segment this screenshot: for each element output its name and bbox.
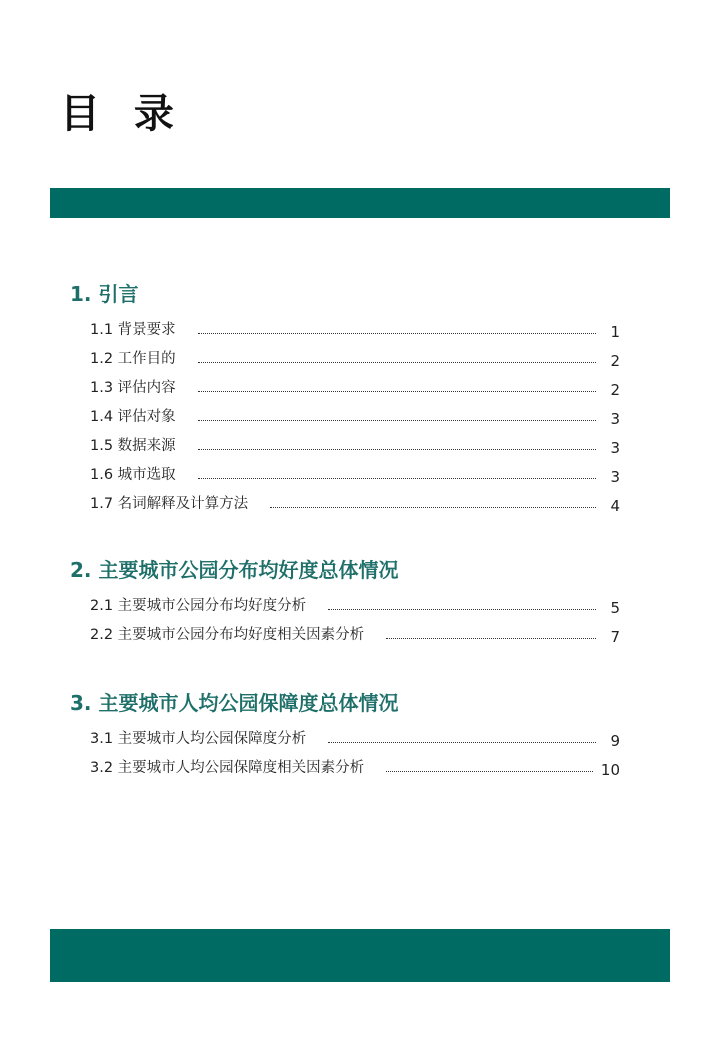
dot-leader (198, 362, 596, 363)
toc-entry-label: 1.7 名词解释及计算方法 (90, 496, 249, 512)
toc-entry[interactable] (70, 314, 620, 343)
toc-entry[interactable] (70, 590, 620, 619)
toc-entry-label: 2.2 主要城市公园分布均好度相关因素分析 (90, 627, 365, 643)
dot-leader (198, 333, 596, 334)
toc-entry-label: 2.1 主要城市公园分布均好度分析 (90, 598, 307, 614)
toc-page-number: 5 (610, 599, 620, 617)
toc-entry-label: 1.6 城市选取 (90, 467, 176, 483)
toc-entry-label: 1.5 数据来源 (90, 438, 176, 454)
toc-entry-label: 1.1 背景要求 (90, 322, 176, 338)
dot-leader (198, 449, 596, 450)
toc-entry[interactable] (70, 459, 620, 488)
toc-section-introduction (70, 280, 620, 517)
toc-section-park-distribution (70, 556, 620, 648)
toc-page-number: 2 (610, 381, 620, 399)
toc-section-heading[interactable]: 1. 引言 (70, 282, 139, 306)
toc-page-number: 3 (610, 410, 620, 428)
toc-page-number: 7 (610, 628, 620, 646)
toc-page-number: 10 (600, 761, 620, 779)
toc-section-heading[interactable]: 3. 主要城市人均公园保障度总体情况 (70, 691, 399, 715)
toc-page-number: 1 (610, 323, 620, 341)
toc-entry[interactable] (70, 343, 620, 372)
toc-entry-label: 3.1 主要城市人均公园保障度分析 (90, 731, 307, 747)
dot-leader (270, 507, 596, 508)
toc-entry-label: 3.2 主要城市人均公园保障度相关因素分析 (90, 760, 365, 776)
dot-leader (328, 609, 596, 610)
toc-page-number: 2 (610, 352, 620, 370)
toc-entry[interactable] (70, 372, 620, 401)
toc-entry[interactable] (70, 752, 620, 781)
toc-page-number: 9 (610, 732, 620, 750)
dot-leader (386, 771, 593, 772)
toc-entry[interactable] (70, 619, 620, 648)
toc-entry-label: 1.3 评估内容 (90, 380, 176, 396)
toc-page-number: 3 (610, 468, 620, 486)
dot-leader (328, 742, 596, 743)
page-title: 目 录 (60, 91, 184, 137)
header-band (50, 188, 670, 218)
toc-entry[interactable] (70, 401, 620, 430)
toc-section-park-per-capita (70, 689, 620, 781)
dot-leader (198, 391, 596, 392)
toc-entry[interactable] (70, 723, 620, 752)
toc-section-heading[interactable]: 2. 主要城市公园分布均好度总体情况 (70, 558, 399, 582)
dot-leader (386, 638, 596, 639)
toc-entry[interactable] (70, 430, 620, 459)
dot-leader (198, 478, 596, 479)
toc-page-number: 4 (610, 497, 620, 515)
dot-leader (198, 420, 596, 421)
toc-page-number: 3 (610, 439, 620, 457)
footer-band (50, 929, 670, 982)
toc-entry-label: 1.4 评估对象 (90, 409, 176, 425)
toc-entry[interactable] (70, 488, 620, 517)
toc-entry-label: 1.2 工作目的 (90, 351, 176, 367)
